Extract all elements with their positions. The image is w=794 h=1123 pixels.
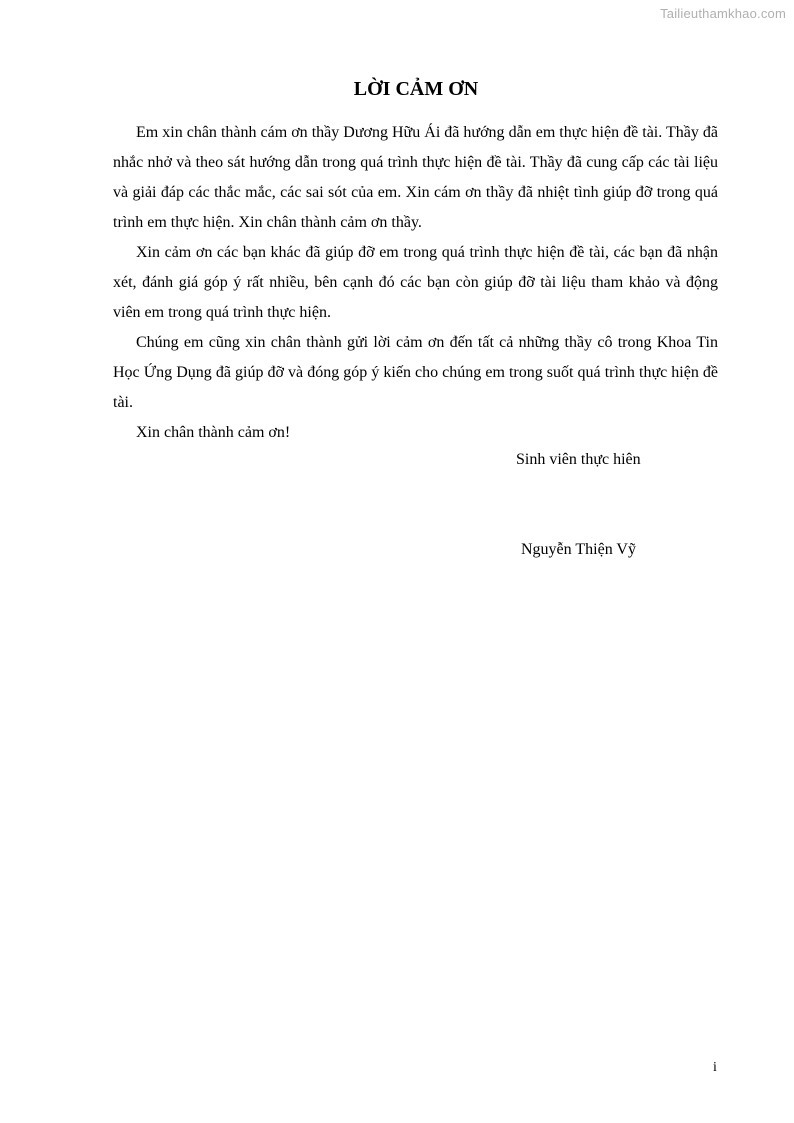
page-title: LỜI CẢM ƠN xyxy=(353,78,479,100)
acknowledgement-body xyxy=(113,118,718,448)
paragraph-thanks-faculty: Chúng em cũng xin chân thành gửi lời cảm ơn đến tất cả những thầy cô trong Khoa Tin Học Ứng Dụng đã giúp đỡ và đóng góp ý kiến cho chúng em trong suốt quá trình thực hiện đề tài. xyxy=(113,334,718,411)
paragraph-thanks-friends: Xin cảm ơn các bạn khác đã giúp đỡ em trong quá trình thực hiện đề tài, các bạn đã nhận xét, đánh giá góp ý rất nhiều, bên cạnh đó các bạn còn giúp đỡ tài liệu tham khảo và động viên em trong quá trình thực hiện. xyxy=(113,244,718,321)
paragraph-closing: Xin chân thành cảm ơn! xyxy=(136,424,291,441)
page-number: i xyxy=(713,1060,717,1075)
signature-role: Sinh viên thực hiên xyxy=(516,451,641,468)
watermark-text: Tailieuthamkhao.com xyxy=(660,6,786,21)
signature-name: Nguyễn Thiện Vỹ xyxy=(521,541,636,558)
paragraph-thanks-advisor: Em xin chân thành cám ơn thầy Dương Hữu Ái đã hướng dẫn em thực hiện đề tài. Thầy đã nhắc nhở và theo sát hướng dẫn trong quá trình thực hiện đề tài. Thầy đã cung cấp các tài liệu và giải đáp các thắc mắc, các sai sót của em. Xin cám ơn thầy đã nhiệt tình giúp đỡ trong quá trình em thực hiện. Xin chân thành cảm ơn thầy. xyxy=(113,124,718,231)
